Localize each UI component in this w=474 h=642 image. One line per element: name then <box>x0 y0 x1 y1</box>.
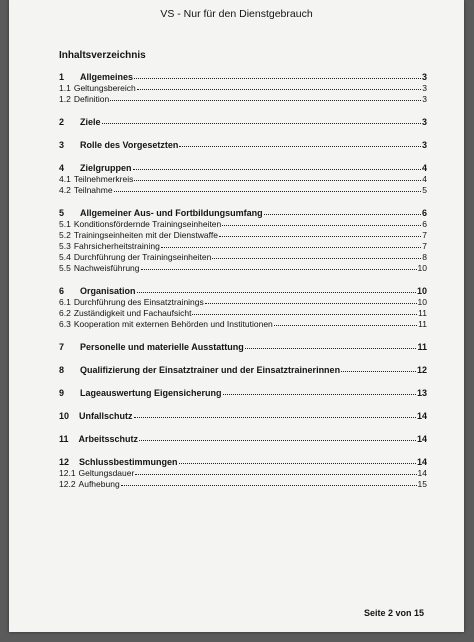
dot-leader <box>139 440 416 441</box>
toc-entry-number: 2 <box>59 117 65 127</box>
toc-entry <box>59 468 427 479</box>
toc-entry-number: 5.3 <box>59 241 71 251</box>
document-page <box>9 0 464 632</box>
toc-entry <box>59 208 427 219</box>
toc-entry-number: 5 <box>59 208 65 218</box>
toc-entry-label: Fahrsicherheitstraining <box>73 241 160 251</box>
dot-leader <box>179 463 416 464</box>
table-of-contents <box>59 72 427 490</box>
toc-entry-number: 8 <box>59 365 65 375</box>
toc-entry-label: Unfallschutz <box>79 411 133 421</box>
dot-leader <box>114 191 422 192</box>
toc-entry-page: 7 <box>422 241 427 251</box>
toc-entry-page: 10 <box>417 263 427 273</box>
toc-entry <box>59 388 427 399</box>
dot-leader <box>179 146 421 147</box>
dot-leader <box>219 236 421 237</box>
toc-entry-number: 1.1 <box>59 83 71 93</box>
toc-entry-number: 5.5 <box>59 263 71 273</box>
toc-entry <box>59 140 427 151</box>
toc-entry-number: 4.1 <box>59 174 71 184</box>
toc-entry-page: 5 <box>422 185 427 195</box>
toc-entry <box>59 457 427 468</box>
toc-entry-page: 3 <box>421 117 427 127</box>
toc-entry-label: Durchführung des Einsatztrainings <box>73 297 204 307</box>
toc-entry-page: 4 <box>421 163 427 173</box>
toc-entry <box>59 94 427 105</box>
toc-entry <box>59 252 427 263</box>
toc-entry-page: 10 <box>416 286 427 296</box>
toc-entry-number: 7 <box>59 342 65 352</box>
toc-entry <box>59 342 427 353</box>
toc-entry-page: 3 <box>421 72 427 82</box>
toc-entry-number: 5.1 <box>59 219 71 229</box>
toc-entry <box>59 174 427 185</box>
toc-entry-label: Geltungsdauer <box>78 468 135 478</box>
toc-entry-page: 14 <box>416 457 427 467</box>
dot-leader <box>137 292 416 293</box>
toc-entry <box>59 230 427 241</box>
page-number: Seite 2 von 15 <box>363 608 424 618</box>
toc-entry-number: 5.2 <box>59 230 71 240</box>
toc-entry-number: 6.3 <box>59 319 71 329</box>
toc-entry-number: 9 <box>59 388 65 398</box>
toc-entry-page: 11 <box>417 342 427 352</box>
toc-entry-page: 14 <box>417 468 427 478</box>
toc-entry <box>59 83 427 94</box>
toc-entry <box>59 185 427 196</box>
toc-entry-label: Allgemeiner Aus- und Fortbildungsumfang <box>80 208 263 218</box>
toc-entry-page: 14 <box>416 434 427 444</box>
toc-entry <box>59 319 427 330</box>
dot-leader <box>264 214 421 215</box>
toc-entry <box>59 308 427 319</box>
toc-entry-number: 1 <box>59 72 65 82</box>
toc-entry-label: Durchführung der Trainingseinheiten <box>73 252 212 262</box>
toc-entry <box>59 117 427 128</box>
toc-entry-page: 10 <box>417 297 427 307</box>
toc-entry-page: 12 <box>416 365 427 375</box>
toc-entry-label: Schlussbestimmungen <box>79 457 178 467</box>
dot-leader <box>134 78 421 79</box>
toc-entry-number: 12.2 <box>59 479 76 489</box>
toc-entry-label: Trainingseinheiten mit der Dienstwaffe <box>73 230 218 240</box>
toc-entry <box>59 365 427 376</box>
toc-entry-label: Teilnehmerkreis <box>73 174 134 184</box>
toc-entry-page: 3 <box>422 94 427 104</box>
toc-entry-label: Rolle des Vorgesetzten <box>80 140 179 150</box>
toc-entry-label: Personelle und materielle Ausstattung <box>80 342 244 352</box>
toc-entry-number: 1.2 <box>59 94 71 104</box>
toc-entry-page: 15 <box>417 479 427 489</box>
toc-entry <box>59 263 427 274</box>
toc-title: Inhaltsverzeichnis <box>59 50 146 61</box>
dot-leader <box>274 325 417 326</box>
dot-leader <box>192 314 417 315</box>
toc-entry-number: 6.2 <box>59 308 71 318</box>
toc-entry-page: 11 <box>418 308 427 318</box>
toc-entry-number: 6 <box>59 286 65 296</box>
dot-leader <box>245 348 417 349</box>
toc-entry-page: 14 <box>416 411 427 421</box>
dot-leader <box>110 100 421 101</box>
toc-entry-label: Aufhebung <box>78 479 120 489</box>
dot-leader <box>223 394 416 395</box>
toc-entry-label: Kooperation mit externen Behörden und Institutionen <box>73 319 273 329</box>
toc-entry <box>59 72 427 83</box>
toc-entry-page: 6 <box>421 208 427 218</box>
dot-leader <box>135 474 416 475</box>
toc-entry <box>59 479 427 490</box>
toc-entry-label: Organisation <box>80 286 136 296</box>
toc-entry-page: 13 <box>416 388 427 398</box>
toc-entry-page: 11 <box>418 319 427 329</box>
toc-entry <box>59 241 427 252</box>
dot-leader <box>102 123 421 124</box>
toc-entry-label: Zuständigkeit und Fachaufsicht <box>73 308 192 318</box>
toc-entry-number: 6.1 <box>59 297 71 307</box>
toc-entry-label: Teilnahme <box>73 185 113 195</box>
toc-entry-number: 10 <box>59 411 70 421</box>
dot-leader <box>222 225 421 226</box>
dot-leader <box>133 169 421 170</box>
dot-leader <box>161 247 421 248</box>
toc-entry-number: 4.2 <box>59 185 71 195</box>
toc-entry-label: Nachweisführung <box>73 263 140 273</box>
toc-entry-page: 3 <box>421 140 427 150</box>
classification-header: VS - Nur für den Dienstgebrauch <box>160 8 313 20</box>
dot-leader <box>205 303 417 304</box>
toc-entry-number: 4 <box>59 163 65 173</box>
dot-leader <box>121 485 417 486</box>
dot-leader <box>141 269 417 270</box>
dot-leader <box>134 417 416 418</box>
toc-entry-page: 4 <box>422 174 427 184</box>
toc-entry <box>59 297 427 308</box>
toc-entry-number: 11 <box>59 434 69 444</box>
dot-leader <box>137 89 422 90</box>
toc-entry-label: Ziele <box>80 117 101 127</box>
toc-entry-number: 12 <box>59 457 70 467</box>
toc-entry-label: Lageauswertung Eigensicherung <box>80 388 222 398</box>
toc-entry-label: Definition <box>73 94 110 104</box>
toc-entry <box>59 411 427 422</box>
toc-entry-page: 6 <box>422 219 427 229</box>
toc-entry-label: Geltungsbereich <box>73 83 136 93</box>
toc-entry-number: 12.1 <box>59 468 76 478</box>
toc-entry-label: Allgemeines <box>80 72 134 82</box>
toc-entry-page: 8 <box>422 252 427 262</box>
dot-leader <box>212 258 421 259</box>
toc-entry-page: 3 <box>422 83 427 93</box>
dot-leader <box>134 180 421 181</box>
toc-entry-label: Arbeitsschutz <box>78 434 139 444</box>
toc-entry <box>59 163 427 174</box>
toc-entry-page: 7 <box>422 230 427 240</box>
toc-entry-number: 3 <box>59 140 65 150</box>
toc-entry-number: 5.4 <box>59 252 71 262</box>
dot-leader <box>341 371 416 372</box>
toc-entry <box>59 286 427 297</box>
toc-entry <box>59 434 427 445</box>
toc-entry-label: Zielgruppen <box>80 163 132 173</box>
toc-entry-label: Konditionsfördernde Trainingseinheiten <box>73 219 222 229</box>
toc-entry <box>59 219 427 230</box>
toc-entry-label: Qualifizierung der Einsatztrainer und der Einsatztrainerinnen <box>80 365 341 375</box>
